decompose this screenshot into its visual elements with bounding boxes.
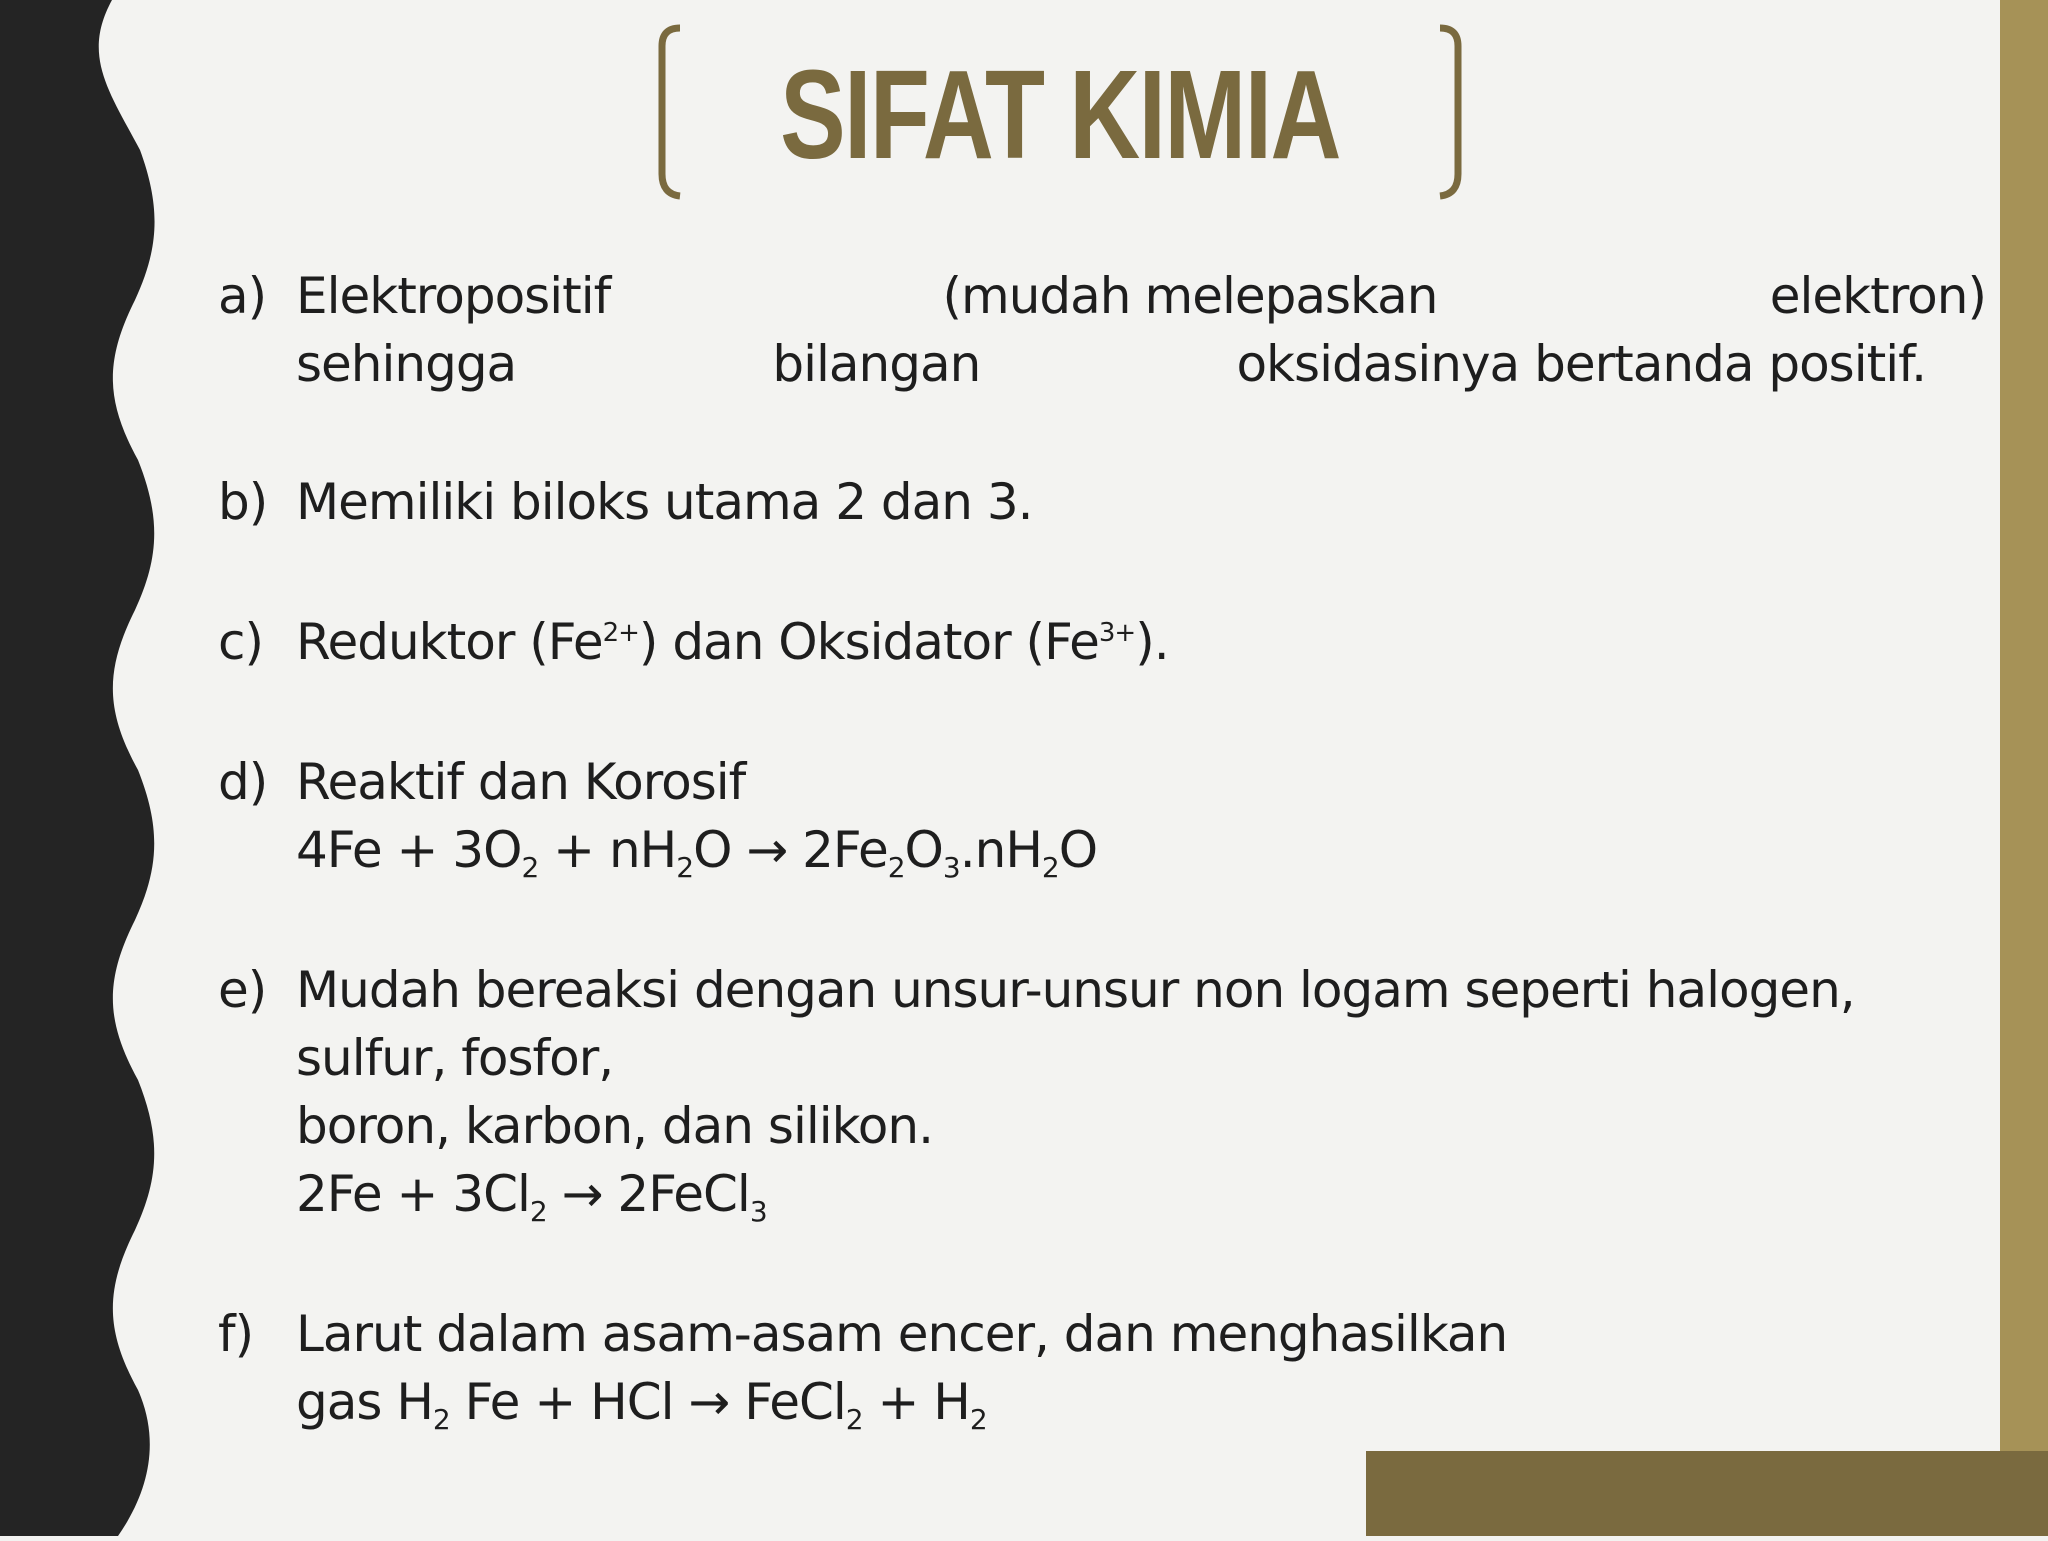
title-area	[650, 22, 1470, 202]
page-title: SIFAT KIMIA	[780, 44, 1340, 185]
equation-chlorine: $2Fe + 3Cl_2$ → 2FeCl$_3$	[296, 1165, 767, 1228]
list-item-c: c) Reduktor $(Fe^{2+})$ dan Oksidator $(Fe^{3+})$.	[218, 608, 1918, 676]
list-item-b: b) Memiliki biloks utama 2 dan 3.	[218, 468, 1918, 536]
equation-rust: $4Fe + 3O_2 + nH_2O \to 2Fe_2O_3.nH_2O$	[296, 821, 1098, 884]
bottom-accent-block	[1366, 1451, 2048, 1536]
item-marker: f)	[218, 1305, 254, 1363]
content-list	[218, 262, 1986, 1436]
equation-acid: gas $H_2$ Fe + HCl → FeCl$_2$ + $H_2$	[296, 1373, 987, 1436]
item-a-line-2: sehingga bilangan oksidasinya bertanda positif.	[296, 335, 1926, 393]
list-item-f: f) Larut dalam asam-asam encer, dan menghasilkan gas $H_2$ Fe + HCl → FeCl$_2$ + $H_2$	[218, 1300, 1918, 1436]
item-a-line-1: Elektropositif (mudah melepaskan elektron)	[296, 267, 1986, 325]
right-accent-bar	[2000, 0, 2048, 1536]
list-item-d: d) Reaktif dan Korosif $4Fe + 3O_2 + nH_2O \to 2Fe_2O_3.nH_2O$	[218, 748, 1918, 884]
item-marker: c)	[218, 613, 263, 671]
item-marker: e)	[218, 961, 267, 1019]
left-wavy-band	[0, 0, 180, 1536]
item-marker: a)	[218, 267, 267, 325]
list-item-a	[218, 262, 1986, 398]
item-marker: d)	[218, 753, 268, 811]
item-marker: b)	[218, 473, 268, 531]
list-item-e: e) Mudah bereaksi dengan unsur-unsur non logam seperti halogen, sulfur, fosfor, boron, karbon, dan silikon. $2Fe + 3Cl_2$ → 2FeCl$_3$	[218, 956, 1918, 1228]
